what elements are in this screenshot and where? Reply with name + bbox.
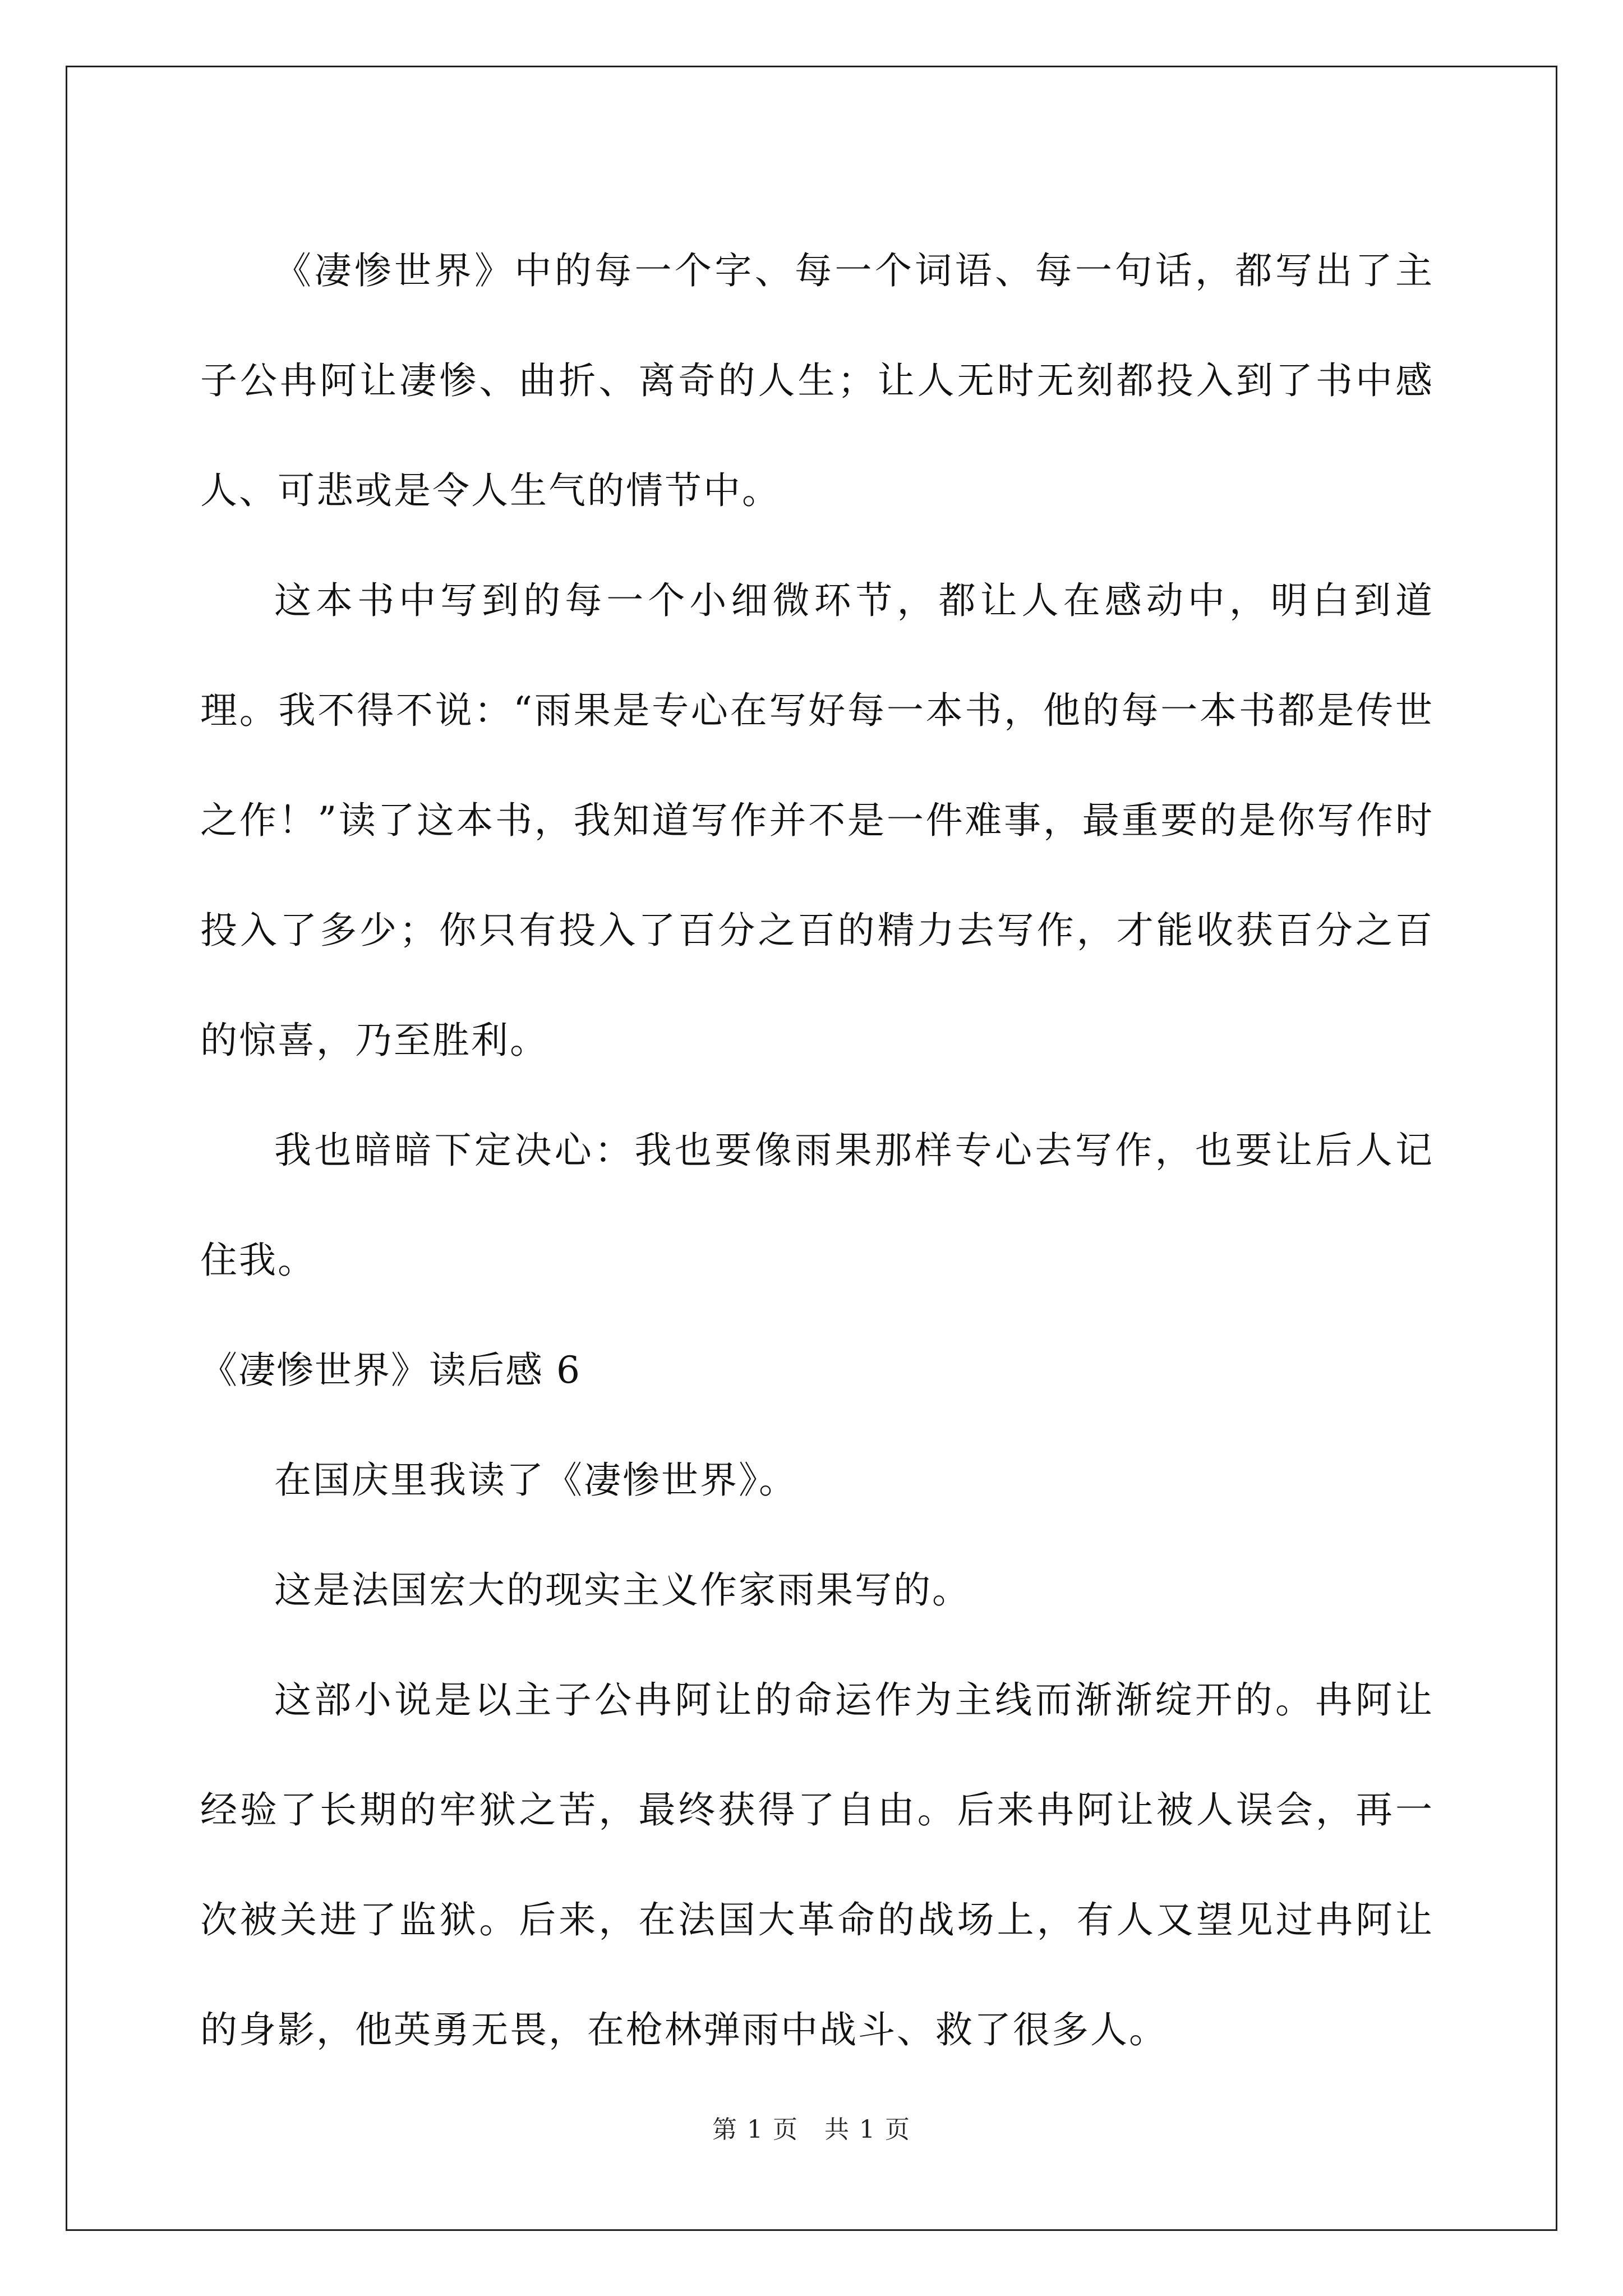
paragraph: 《凄惨世界》中的每一个字、每一个词语、每一句话，都写出了主子公冉阿让凄惨、曲折、离奇的人生；让人无时无刻都投入到了书中感人、可悲或是令人生气的情节中。 (200, 249, 1434, 512)
document-body (200, 216, 1434, 2085)
paragraph: 在国庆里我读了《凄惨世界》。 (274, 1458, 797, 1502)
page-footer: 第 1 页 共 1 页 (712, 2115, 911, 2144)
paragraph: 这是法国宏大的现实主义作家雨果写的。 (274, 1568, 971, 1612)
paragraph: 这部小说是以主子公冉阿让的命运作为主线而渐渐绽开的。冉阿让经验了长期的牢狱之苦，最终获得了自由。后来冉阿让被人误会，再一次被关进了监狱。后来，在法国大革命的战场上，有人又望见过冉阿让的身影，他英勇无畏，在枪林弹雨中战斗、救了很多人。 (200, 1678, 1434, 2051)
paragraph: 这本书中写到的每一个小细微环节，都让人在感动中，明白到道理。我不得不说：“雨果是专心在写好每一本书，他的每一本书都是传世之作！”读了这本书，我知道写作并不是一件难事，最重要的是你写作时投入了多少；你只有投入了百分之百的精力去写作，才能收获百分之百的惊喜，乃至胜利。 (200, 579, 1434, 1062)
paragraph: 我也暗暗下定决心：我也要像雨果那样专心去写作，也要让后人记住我。 (200, 1129, 1434, 1282)
section-title: 《凄惨世界》读后感 6 (200, 1349, 581, 1392)
